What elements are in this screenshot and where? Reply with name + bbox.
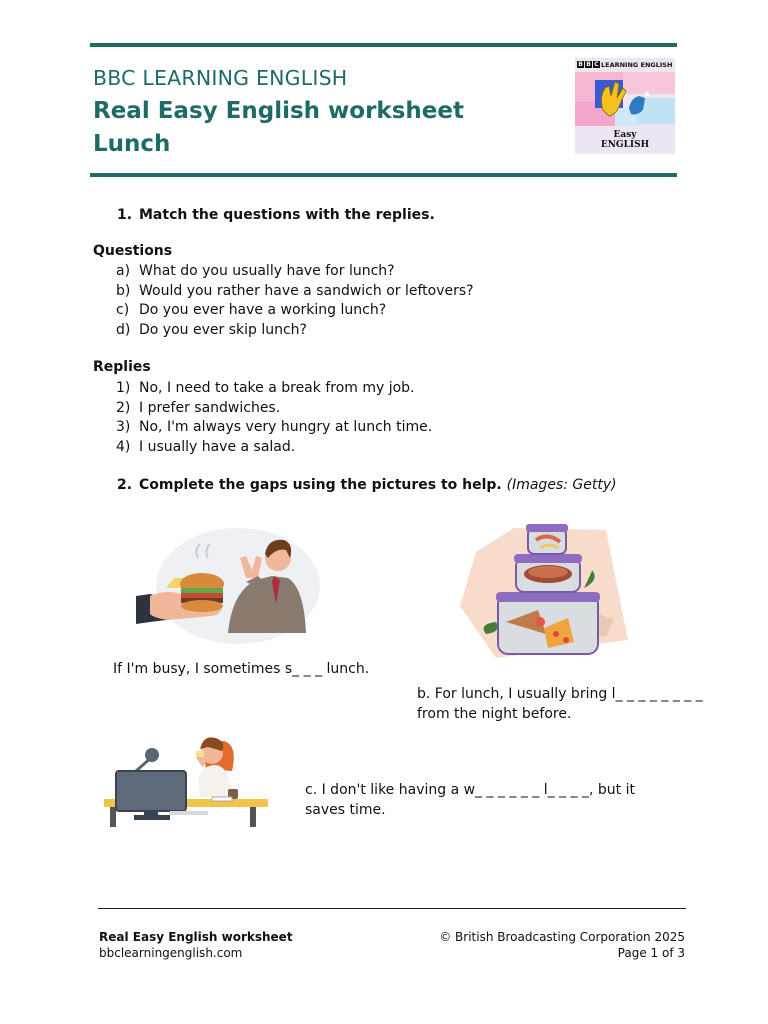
logo-easy-english: Easy ENGLISH	[600, 130, 650, 150]
page-title	[93, 95, 464, 161]
sentence-c: c. I don't like having a w_ _ _ _ _ _ l_ _ _ _, but it saves time.	[305, 782, 635, 818]
footer-copyright: © British Broadcasting Corporation 2025	[439, 930, 685, 944]
list-item: 4) I usually have a salad.	[116, 438, 296, 455]
questions-label: Questions	[93, 243, 173, 259]
replies-label: Replies	[93, 359, 151, 375]
title-line-1: Real Easy English worksheet	[93, 98, 464, 124]
bbc-blocks: B B C	[578, 61, 599, 68]
list-item: b) Would you rather have a sandwich or leftovers?	[116, 282, 474, 299]
list-item: 3) No, I'm always very hungry at lunch time.	[116, 419, 433, 435]
working-lunch-illustration	[100, 727, 272, 829]
list-item: c) Do you ever have a working lunch?	[116, 302, 387, 318]
easy-english-logo	[575, 58, 675, 154]
list-item: 2) I prefer sandwiches.	[116, 399, 281, 416]
replies-list	[116, 379, 432, 457]
list-item: d) Do you ever skip lunch?	[116, 321, 307, 338]
logo-learning-english: LEARNING ENGLISH	[601, 61, 673, 69]
footer-title: Real Easy English worksheet	[99, 930, 293, 944]
questions-list	[116, 262, 474, 340]
sentence-a: If I'm busy, I sometimes s_ _ _ lunch.	[113, 661, 370, 677]
sentence-b: b. For lunch, I usually bring l_ _ _ _ _ _ _ _ from the night before.	[417, 686, 703, 722]
list-item: a) What do you usually have for lunch?	[116, 263, 395, 279]
title-line-2: Lunch	[93, 131, 171, 157]
leftovers-illustration	[456, 510, 632, 662]
brand-heading: BBC LEARNING ENGLISH	[93, 66, 348, 90]
top-rule	[90, 43, 677, 47]
exercise-2-heading: 2. Complete the gaps using the pictures to help. (Images: Getty)	[117, 477, 617, 493]
footer-url: bbclearningenglish.com	[99, 946, 243, 960]
footer-left	[99, 929, 293, 961]
footer-page-number: Page 1 of 3	[617, 946, 685, 960]
skip-lunch-illustration	[128, 518, 328, 648]
header-bottom-rule	[90, 173, 677, 177]
footer-right	[439, 929, 685, 961]
list-item: 1) No, I need to take a break from my job.	[116, 380, 415, 396]
footer-rule	[98, 908, 686, 909]
exercise-1-heading: 1. Match the questions with the replies.	[117, 207, 435, 223]
